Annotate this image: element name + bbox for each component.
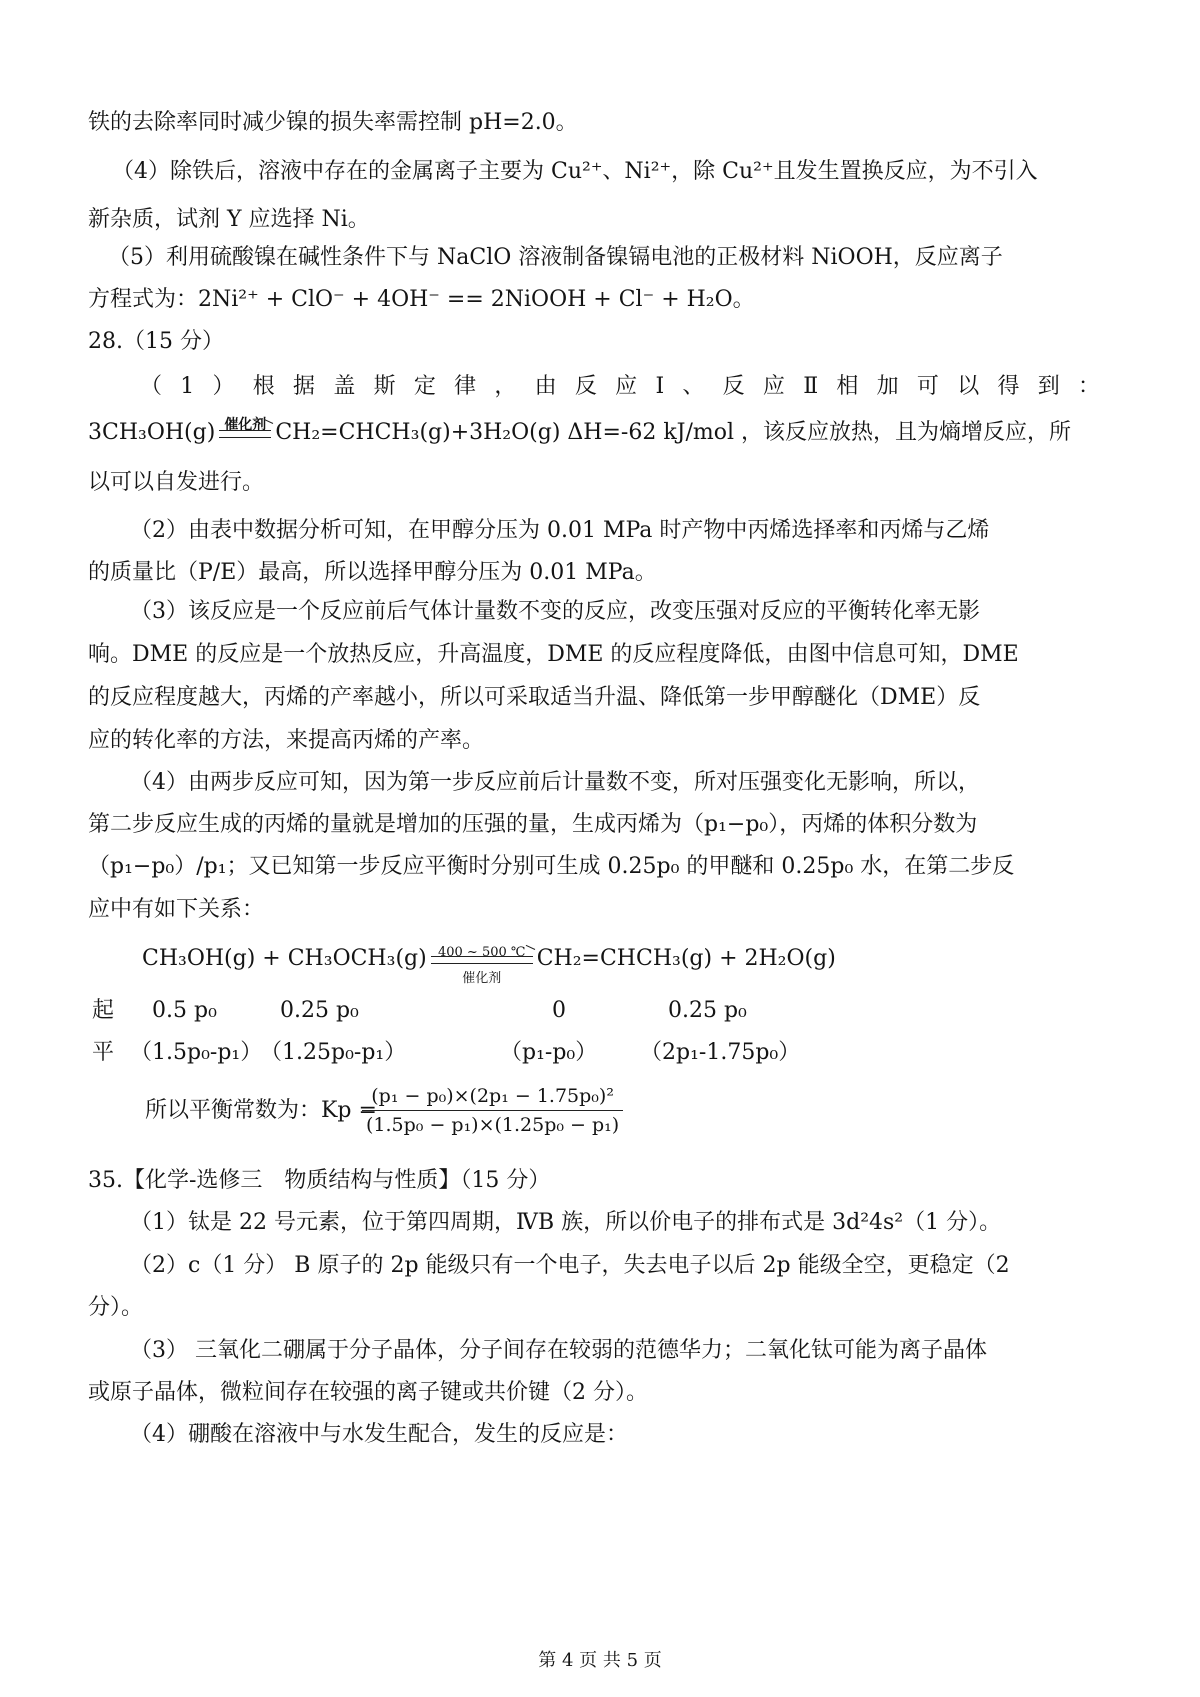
text-line: 应中有如下关系： (88, 897, 265, 922)
equilibrium-value: （1.25p₀-p₁） (260, 1040, 407, 1065)
equilibrium-value: （p₁-p₀） (500, 1040, 598, 1065)
page-footer: 第 4 页 共 5 页 (538, 1650, 662, 1671)
text-line: 或原子晶体，微粒间存在较强的离子键或共价键（2 分）。 (88, 1380, 648, 1405)
kp-label: 所以平衡常数为：Kp = (145, 1098, 377, 1123)
text-line: 响。DME 的反应是一个放热反应，升高温度，DME 的反应程度降低，由图中信息可知，DME (88, 642, 1019, 667)
condition-catalyst: 催化剂 (462, 971, 502, 986)
text-line: （3）该反应是一个反应前后气体计量数不变的反应，改变压强对反应的平衡转化率无影 (130, 599, 980, 624)
text-line: 方程式为：2Ni²⁺ + ClO⁻ + 4OH⁻ == 2NiOOH + Cl⁻ + H₂O。 (88, 287, 755, 312)
reactants: CH₃OH(g) + CH₃OCH₃(g) (142, 946, 427, 971)
text-line: （3） 三氧化二硼属于分子晶体，分子间存在较弱的范德华力；二氧化钛可能为离子晶体 (130, 1338, 987, 1363)
row-label-equilibrium: 平 (92, 1040, 115, 1065)
char: 据 (293, 374, 316, 399)
row-label-start: 起 (92, 998, 115, 1023)
text-line: （p₁−p₀）/p₁；又已知第一步反应平衡时分别可生成 0.25p₀ 的甲醚和 0.25p₀ 水，在第二步反 (88, 854, 1015, 879)
justified-line (140, 372, 1100, 402)
char: 得 (997, 374, 1020, 399)
kp-numerator: (p₁ − p₀)×(2p₁ − 1.75p₀)² (362, 1082, 623, 1111)
text-line: （2）由表中数据分析可知，在甲醇分压为 0.01 MPa 时产物中丙烯选择率和丙烯与乙烯 (130, 518, 990, 543)
text-line: 新杂质，试剂 Y 应选择 Ni。 (88, 207, 370, 232)
catalyst-label: 催化剂 (224, 417, 267, 433)
text-line: （5）利用硫酸镍在碱性条件下与 NaClO 溶液制备镍镉电池的正极材料 NiOOH，反应离子 (108, 245, 1003, 270)
text-line: （4）硼酸在溶液中与水发生配合，发生的反应是： (130, 1422, 628, 1447)
text-line: 分）。 (88, 1295, 144, 1320)
char: 应 (762, 374, 785, 399)
char: 1 (180, 374, 195, 399)
char: 定 (413, 374, 436, 399)
kp-fraction (362, 1082, 623, 1139)
text-line: 铁的去除率同时减少镍的损失率需控制 pH=2.0。 (88, 110, 578, 135)
product: CH₂=CHCH₃(g)+3H₂O(g) ΔH=-62 kJ/mol ，该反应放热，且为熵增反应，所 (275, 420, 1072, 445)
char: 盖 (333, 374, 356, 399)
char: 以 (957, 374, 980, 399)
text-line: 应的转化率的方法，来提高丙烯的产率。 (88, 728, 485, 753)
text-line: 的质量比（P/E）最高，所以选择甲醇分压为 0.01 MPa。 (88, 560, 657, 585)
char: 可 (916, 374, 939, 399)
equilibrium-arrow (215, 418, 275, 448)
text-line: 的反应程度越大，丙烯的产率越小，所以可采取适当升温、降低第一步甲醇醚化（DME）反 (88, 685, 981, 710)
start-value: 0.25 p₀ (280, 998, 359, 1023)
char: 到 (1037, 374, 1060, 399)
char: 由 (534, 374, 557, 399)
char: ： (1077, 374, 1100, 399)
products: CH₂=CHCH₃(g) + 2H₂O(g) (536, 946, 836, 971)
char: 相 (836, 374, 859, 399)
text-line: 第二步反应生成的丙烯的量就是增加的压强的量，生成丙烯为（p₁−p₀），丙烯的体积分数为 (88, 812, 978, 837)
text-line: （4）除铁后，溶液中存在的金属离子主要为 Cu²⁺、Ni²⁺，除 Cu²⁺且发生置换反应，为不引入 (112, 159, 1038, 184)
char: ） (212, 374, 235, 399)
start-value: 0 (552, 998, 566, 1023)
equilibrium-value: （1.5p₀-p₁） (130, 1040, 263, 1065)
kp-denominator: (1.5p₀ − p₁)×(1.25p₀ − p₁) (366, 1114, 620, 1136)
char: ， (494, 374, 517, 399)
equilibrium-equation (142, 944, 836, 986)
text-line: （4）由两步反应可知，因为第一步反应前后计量数不变，所对压强变化无影响，所以， (130, 770, 980, 795)
section-heading: 28.（15 分） (88, 329, 224, 354)
reactant: 3CH₃OH(g) (88, 420, 216, 445)
char: Ⅰ (655, 374, 665, 399)
start-value: 0.25 p₀ (668, 998, 747, 1023)
char: 应 (615, 374, 638, 399)
start-value: 0.5 p₀ (152, 998, 217, 1023)
text-line: （1）钛是 22 号元素，位于第四周期，ⅣB 族，所以价电子的排布式是 3d²4s²（1 分）。 (130, 1210, 1002, 1235)
char: 反 (574, 374, 597, 399)
equilibrium-arrow (427, 944, 537, 986)
char: 根 (252, 374, 275, 399)
text-line: （2）c（1 分） B 原子的 2p 能级只有一个电子，失去电子以后 2p 能级全空，更稳定（2 (130, 1253, 1010, 1278)
reaction-equation (88, 418, 1071, 448)
equilibrium-value: （2p₁-1.75p₀） (640, 1040, 801, 1065)
char: （ (140, 374, 163, 399)
section-heading: 35.【化学-选修三 物质结构与性质】（15 分） (88, 1168, 551, 1193)
text-line: 以可以自发进行。 (88, 470, 265, 495)
char: 律 (454, 374, 477, 399)
char: 斯 (373, 374, 396, 399)
char: 、 (682, 374, 705, 399)
char: 反 (722, 374, 745, 399)
char: Ⅱ (803, 374, 819, 399)
char: 加 (876, 374, 899, 399)
condition-temperature: 400 ~ 500 ℃ (437, 945, 526, 960)
